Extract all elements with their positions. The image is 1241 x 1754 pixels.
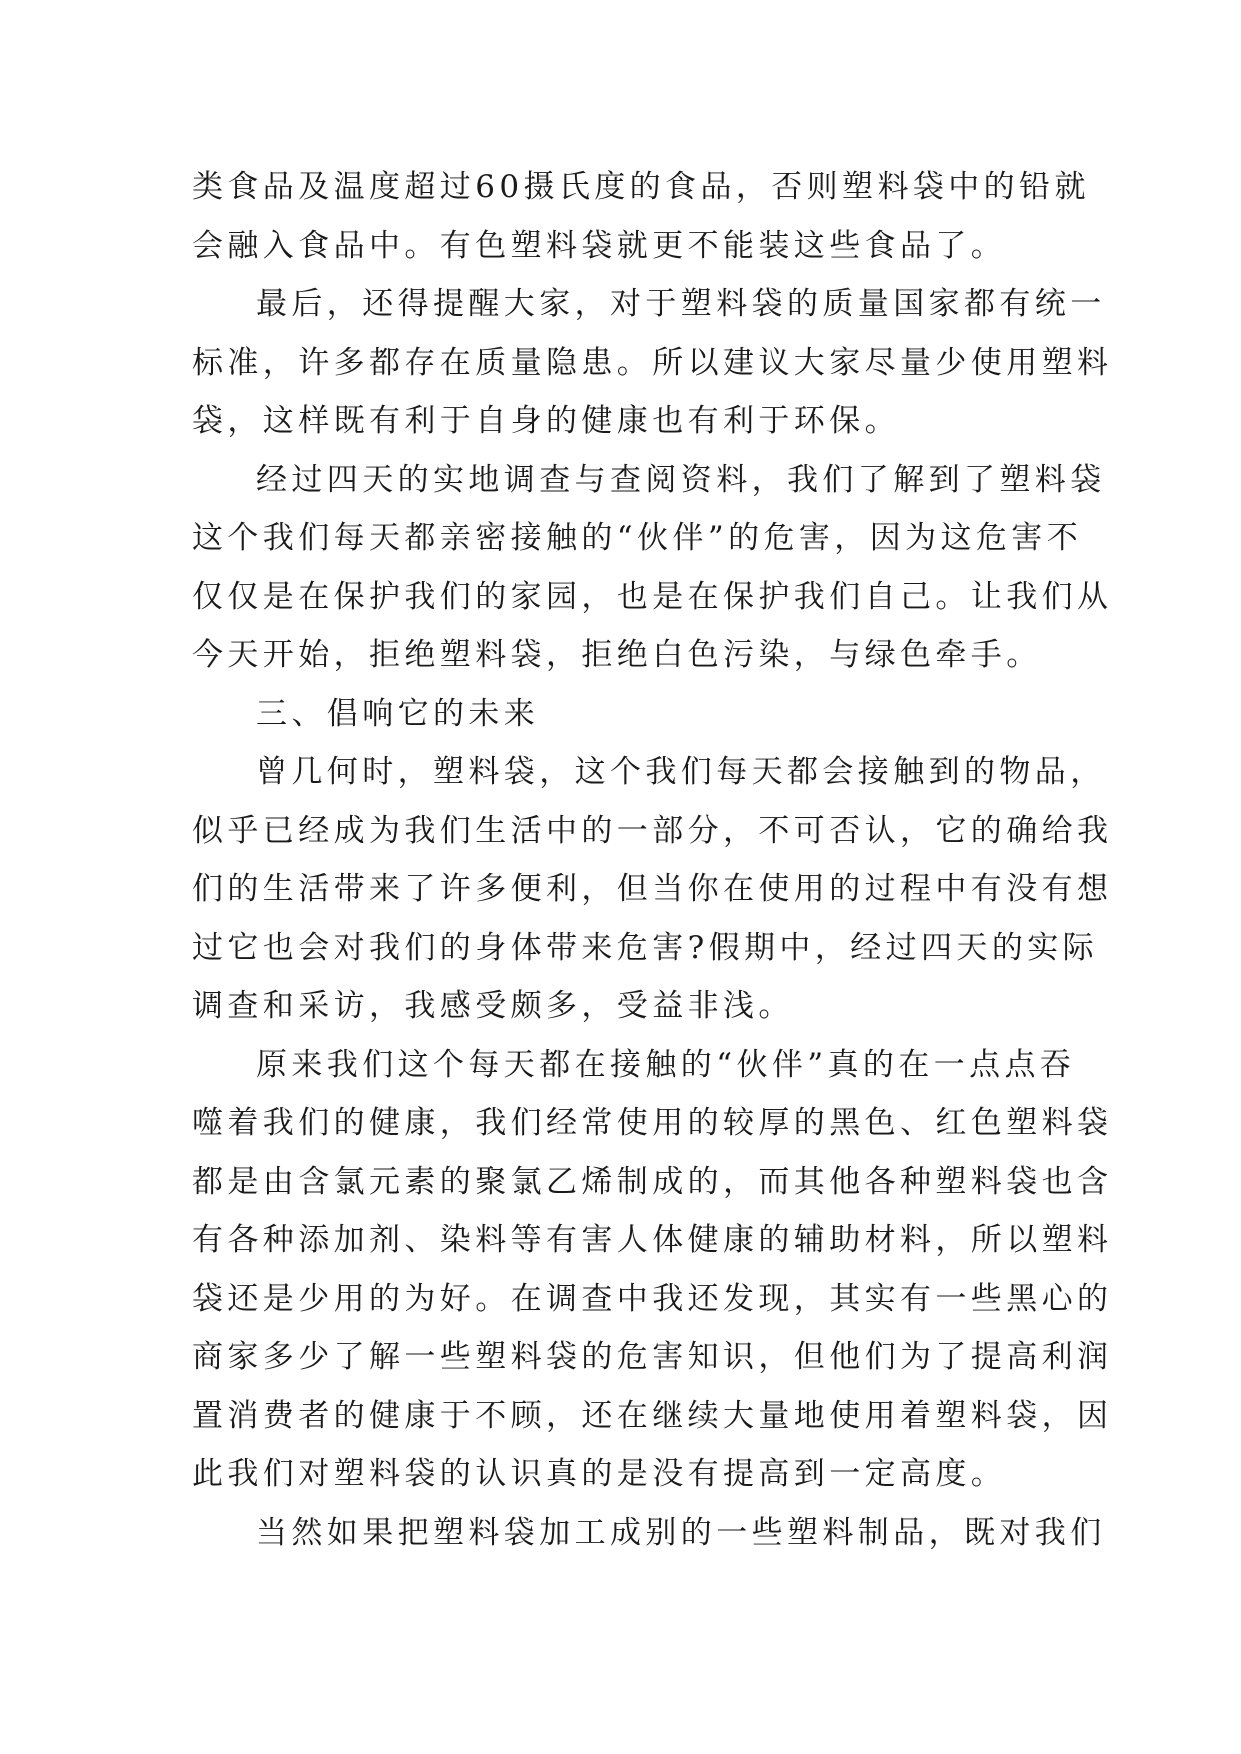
text-line: 置消费者的健康于不顾，还在继续大量地使用着塑料袋，因	[192, 1397, 1113, 1434]
text-line: 过它也会对我们的身体带来危害?假期中，经过四天的实际	[192, 929, 1099, 966]
text-line: 商家多少了解一些塑料袋的危害知识，但他们为了提高利润	[192, 1339, 1113, 1375]
text-line: 袋还是少用的为好。在调查中我还发现，其实有一些黑心的	[192, 1280, 1113, 1317]
text-line: 今天开始，拒绝塑料袋，拒绝白色污染，与绿色牵手。	[192, 637, 1042, 673]
text-line: 类食品及温度超过60摄氏度的食品，否则塑料袋中的铅就	[192, 169, 1090, 205]
body-text	[192, 158, 1113, 1562]
text-line: 调查和采访，我感受颇多，受益非浅。	[192, 988, 794, 1024]
text-line: 此我们对塑料袋的认识真的是没有提高到一定高度。	[192, 1456, 1007, 1492]
text-line: 袋，这样既有利于自身的健康也有利于环保。	[192, 403, 900, 439]
text-line: 最后，还得提醒大家，对于塑料袋的质量国家都有统一	[256, 286, 1106, 322]
text-line: 会融入食品中。有色塑料袋就更不能装这些食品了。	[192, 227, 1007, 264]
text-line: 这个我们每天都亲密接触的“伙伴”的危害，因为这危害不	[192, 520, 1083, 556]
text-line: 都是由含氯元素的聚氯乙烯制成的，而其他各种塑料袋也含	[192, 1163, 1113, 1200]
text-line: 噬着我们的健康，我们经常使用的较厚的黑色、红色塑料袋	[192, 1105, 1113, 1141]
text-line: 曾几何时，塑料袋，这个我们每天都会接触到的物品，	[256, 754, 1106, 790]
text-line: 三、倡响它的未来	[256, 695, 540, 732]
text-line: 有各种添加剂、染料等有害人体健康的辅助材料，所以塑料	[192, 1222, 1113, 1258]
text-line: 经过四天的实地调查与查阅资料，我们了解到了塑料袋	[256, 461, 1106, 498]
text-line: 似乎已经成为我们生活中的一部分，不可否认，它的确给我	[192, 812, 1113, 849]
text-line: 原来我们这个每天都在接触的“伙伴”真的在一点点吞	[256, 1046, 1076, 1083]
text-line: 们的生活带来了许多便利，但当你在使用的过程中有没有想	[192, 871, 1113, 907]
text-line: 仅仅是在保护我们的家园，也是在保护我们自己。让我们从	[192, 578, 1113, 615]
text-line: 当然如果把塑料袋加工成别的一些塑料制品，既对我们	[256, 1514, 1106, 1551]
text-line: 标准，许多都存在质量隐患。所以建议大家尽量少使用塑料	[192, 344, 1113, 381]
